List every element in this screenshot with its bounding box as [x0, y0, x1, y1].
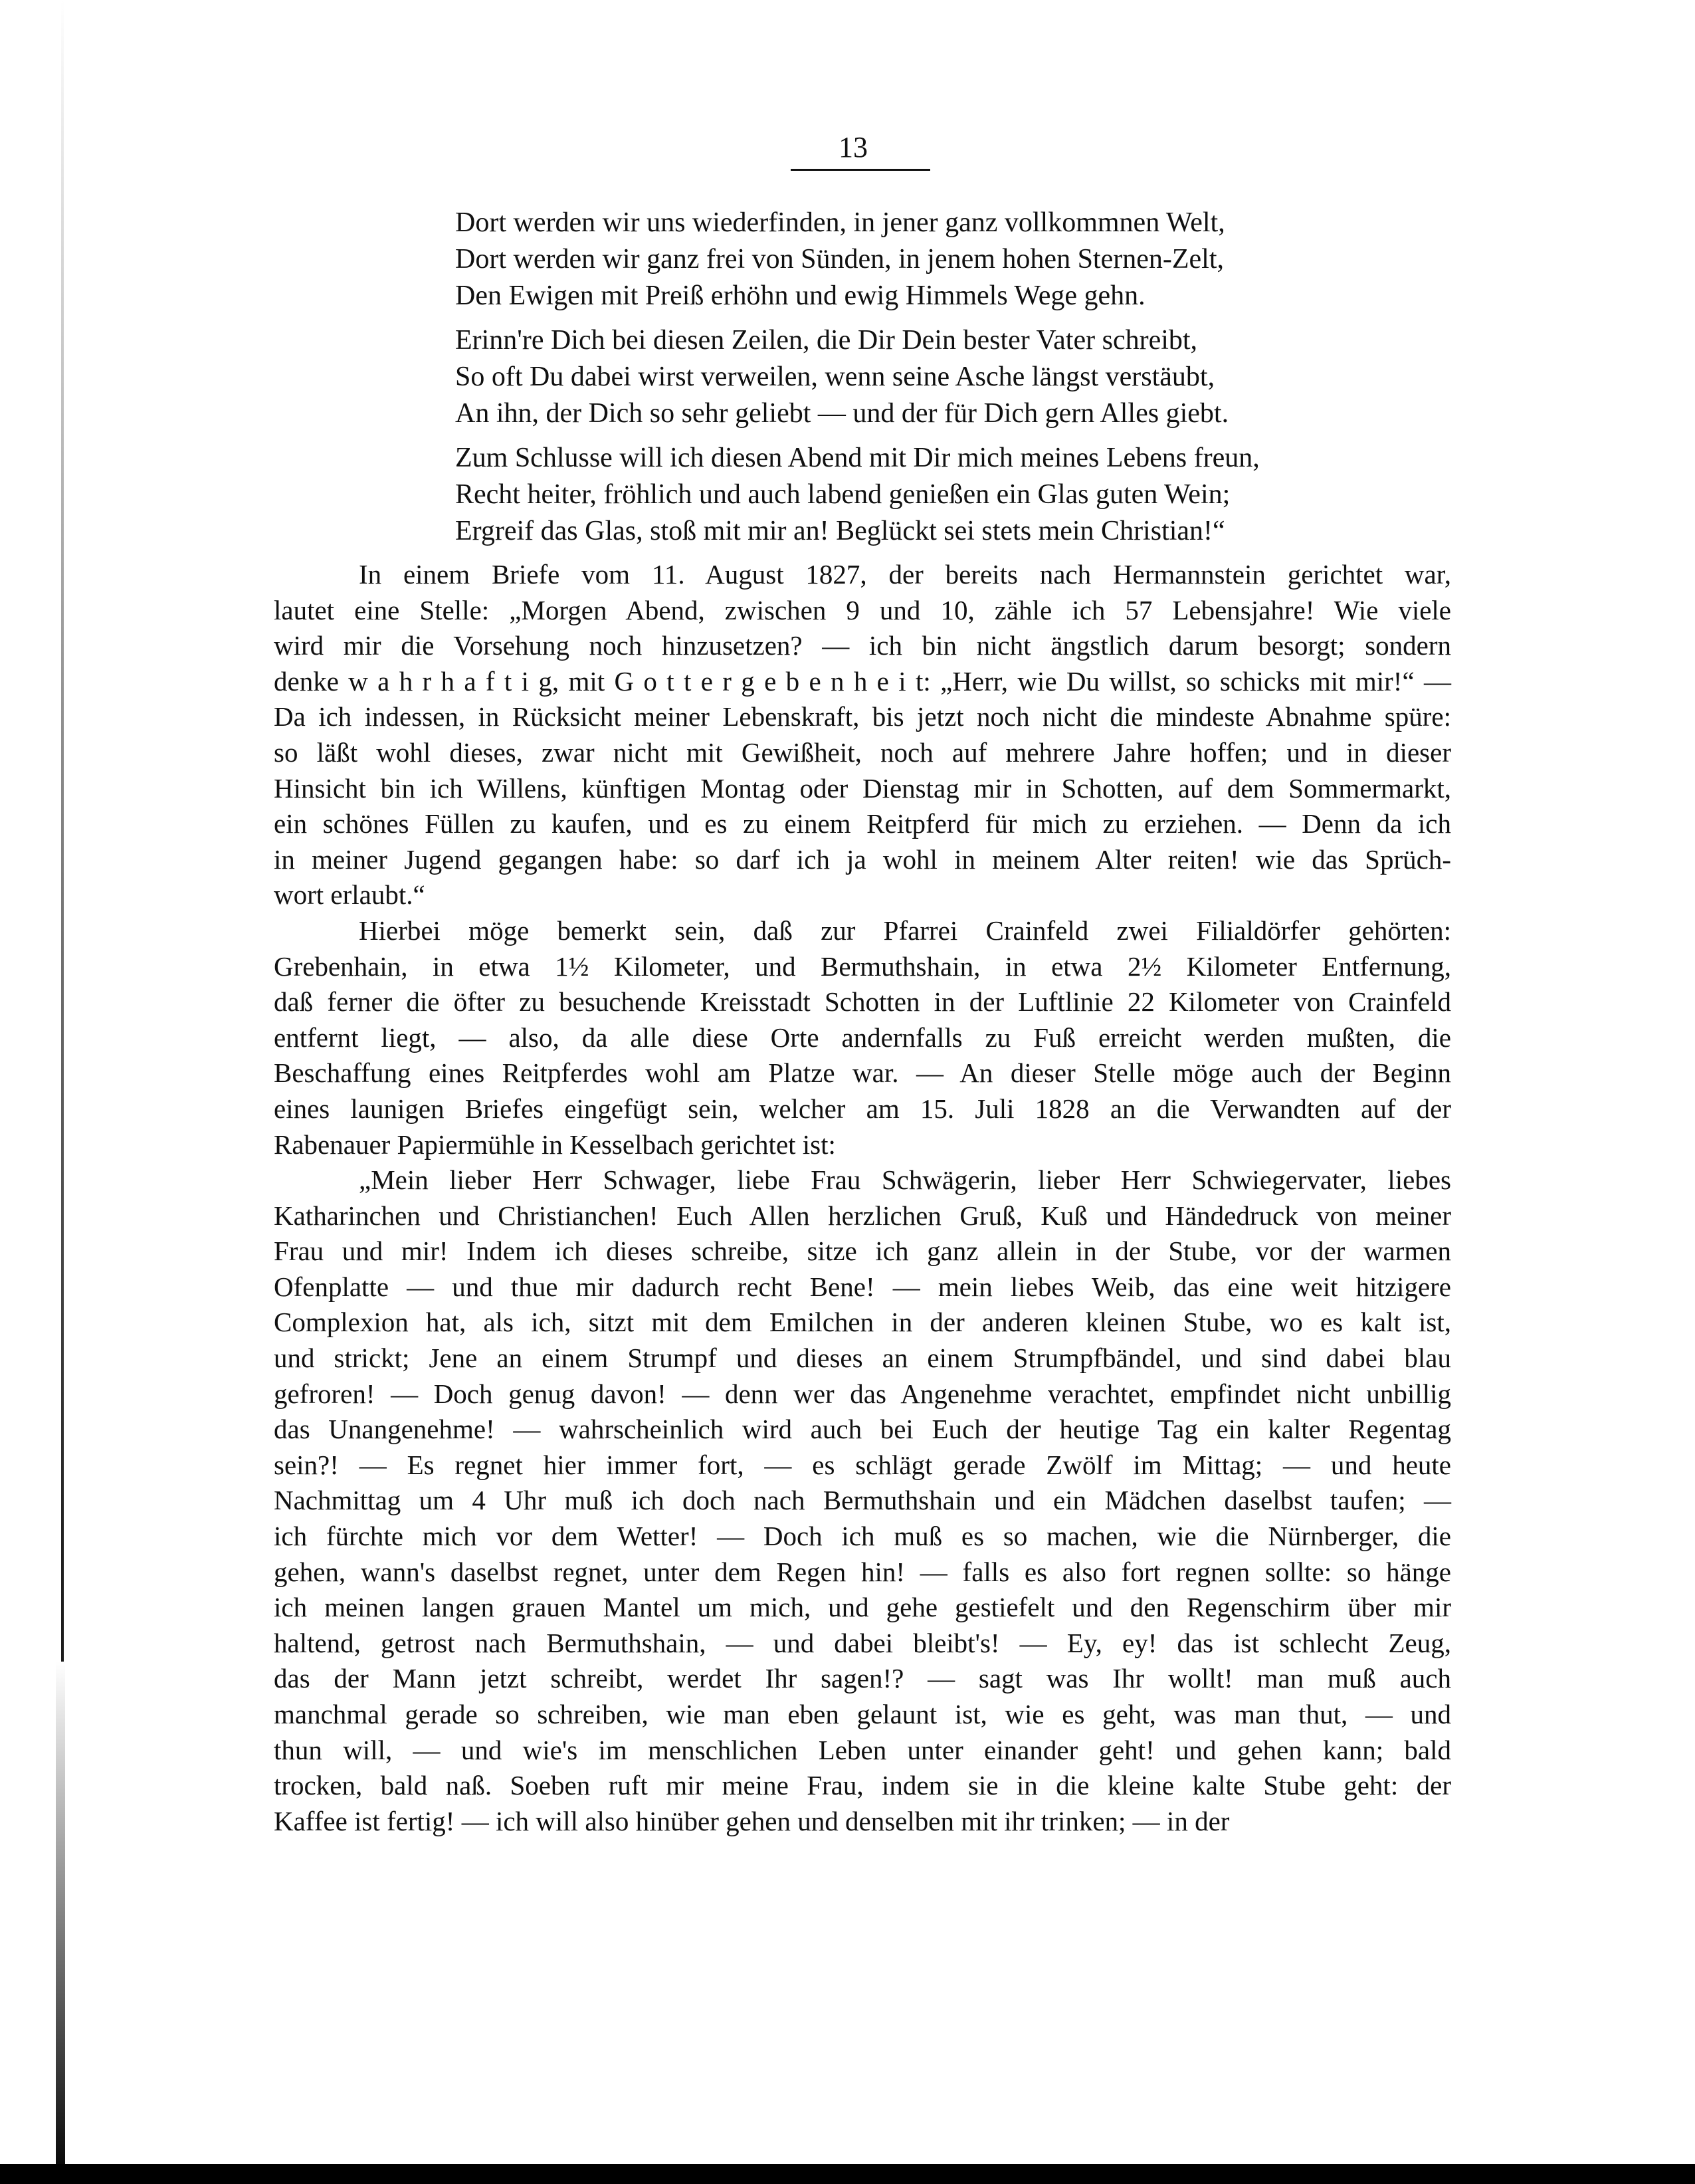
header-rule: [791, 169, 930, 171]
text-line: das Unangenehme! — wahrscheinlich wird auch bei Euch der heutige Tag ein kalter Regentag: [274, 1414, 1451, 1445]
text-line: wird mir die Vorsehung noch hinzusetzen? — ich bin nicht ängstlich darum besorgt; sondern: [274, 630, 1451, 661]
poem-line: So oft Du dabei wirst verweilen, wenn seine Asche längst verstäubt,: [455, 362, 1215, 392]
page-number: 13: [839, 131, 868, 164]
text-line: Ofenplatte — und thue mir dadurch recht Bene! — mein liebes Weib, das eine weit hitzigere: [274, 1271, 1451, 1302]
poem-line: Den Ewigen mit Preiß erhöhn und ewig Himmels Wege gehn.: [455, 280, 1146, 311]
text-line: in meiner Jugend gegangen habe: so darf ich ja wohl in meinem Alter reiten! wie das Sprüch-: [274, 843, 1451, 875]
text-line: lautet eine Stelle: „Morgen Abend, zwischen 9 und 10, zähle ich 57 Lebensjahre! Wie viele: [274, 594, 1451, 625]
text-line: trocken, bald naß. Soeben ruft mir meine Frau, indem sie in die kleine kalte Stube geht: der: [274, 1770, 1451, 1801]
text-line: „Mein lieber Herr Schwager, liebe Frau Schwägerin, lieber Herr Schwiegervater, liebes: [359, 1164, 1451, 1196]
text-line: Complexion hat, als ich, sitzt mit dem Emilchen in der anderen kleinen Stube, wo es kalt ist,: [274, 1307, 1451, 1338]
scan-bottom-edge: [0, 2164, 1695, 2184]
text-line: Frau und mir! Indem ich dieses schreibe, sitze ich ganz allein in der Stube, vor der warmen: [274, 1236, 1451, 1267]
text-line: daß ferner die öfter zu besuchende Kreisstadt Schotten in der Luftlinie 22 Kilometer von Crainfeld: [274, 986, 1451, 1018]
text-line: so läßt wohl dieses, zwar nicht mit Gewißheit, noch auf mehrere Jahre hoffen; und in dieser: [274, 736, 1451, 768]
text-line: Hierbei möge bemerkt sein, daß zur Pfarrei Crainfeld zwei Filialdörfer gehörten:: [359, 915, 1451, 946]
text-line: In einem Briefe vom 11. August 1827, der bereits nach Hermannstein gerichtet war,: [359, 559, 1451, 590]
poem-line: Zum Schlusse will ich diesen Abend mit Dir mich meines Lebens freun,: [455, 443, 1260, 473]
paragraph: [274, 557, 1451, 913]
text-line: manchmal gerade so schreiben, wie man eben gelaunt ist, wie es geht, was man thut, — und: [274, 1699, 1451, 1729]
prose-body: [274, 557, 1451, 1839]
text-line: Beschaffung eines Reitpferdes wohl am Platze war. — An dieser Stelle möge auch der Beginn: [274, 1057, 1451, 1089]
text-line: Hinsicht bin ich Willens, künftigen Montag oder Dienstag mir in Schotten, auf dem Sommermarkt,: [274, 772, 1451, 804]
text-line: Da ich indessen, in Rücksicht meiner Lebenskraft, bis jetzt noch nicht die mindeste Abnahme spüre:: [274, 701, 1451, 732]
paragraph: [274, 1162, 1451, 1839]
poem: [455, 205, 1385, 558]
scan-edge-shadow-bottom: [56, 1662, 65, 2184]
poem-line: Recht heiter, fröhlich und auch labend genießen ein Glas guten Wein;: [455, 479, 1231, 510]
text-line: ich meinen langen grauen Mantel um mich, und gehe gestiefelt und den Regenschirm über mir: [274, 1592, 1451, 1623]
text-line: thun will, — und wie's im menschlichen Leben unter einander geht! und gehen kann; bald: [274, 1734, 1451, 1765]
poem-line: An ihn, der Dich so sehr geliebt — und der für Dich gern Alles giebt.: [455, 398, 1229, 429]
poem-stanza: [455, 440, 1385, 550]
text-line: entfernt liegt, — also, da alle diese Orte andernfalls zu Fuß erreicht werden mußten, die: [274, 1022, 1451, 1053]
text-line: wort erlaubt.“: [274, 879, 425, 911]
text-line: sein?! — Es regnet hier immer fort, — es schlägt gerade Zwölf im Mittag; — und heute: [274, 1449, 1451, 1480]
text-line: eines launigen Briefes eingefügt sein, welcher am 15. Juli 1828 an die Verwandten auf der: [274, 1093, 1451, 1124]
poem-line: Erinn're Dich bei diesen Zeilen, die Dir Dein bester Vater schreibt,: [455, 325, 1198, 356]
poem-stanza: [455, 205, 1385, 314]
text-line: haltend, getrost nach Bermuthshain, — und dabei bleibt's! — Ey, ey! das ist schlecht Zeug,: [274, 1627, 1451, 1658]
text-line: Katharinchen und Christianchen! Euch Allen herzlichen Gruß, Kuß und Händedruck von meiner: [274, 1200, 1451, 1231]
text-line: gefroren! — Doch genug davon! — denn wer das Angenehme verachtet, empfindet nicht unbillig: [274, 1378, 1451, 1409]
text-line: Kaffee ist fertig! — ich will also hinüber gehen und denselben mit ihr trinken; — in der: [274, 1805, 1230, 1836]
text-line: ich fürchte mich vor dem Wetter! — Doch ich muß es so machen, wie die Nürnberger, die: [274, 1521, 1451, 1552]
text-line: Nachmittag um 4 Uhr muß ich doch nach Bermuthshain und ein Mädchen daselbst taufen; —: [274, 1485, 1451, 1516]
poem-line: Dort werden wir uns wiederfinden, in jener ganz vollkommnen Welt,: [455, 207, 1225, 238]
text-line: Rabenauer Papiermühle in Kesselbach gerichtet ist:: [274, 1129, 836, 1160]
poem-line: Ergreif das Glas, stoß mit mir an! Beglückt sei stets mein Christian!“: [455, 516, 1225, 546]
text-line: gehen, wann's daselbst regnet, unter dem Regen hin! — falls es also fort regnen sollte: so hänge: [274, 1556, 1451, 1587]
poem-stanza: [455, 322, 1385, 432]
poem-line: Dort werden wir ganz frei von Sünden, in jenem hohen Sternen-Zelt,: [455, 244, 1224, 274]
text-line: denke w a h r h a f t i g, mit G o t t e r g e b e n h e i t: „Herr, wie Du willst, so schicks mit mir!“ —: [274, 665, 1451, 697]
text-line: das der Mann jetzt schreibt, werdet Ihr sagen!? — sagt was Ihr wollt! man muß auch: [274, 1663, 1451, 1694]
text-line: Grebenhain, in etwa 1½ Kilometer, und Bermuthshain, in etwa 2½ Kilometer Entfernung,: [274, 950, 1451, 982]
paragraph: [274, 913, 1451, 1162]
text-line: ein schönes Füllen zu kaufen, und es zu einem Reitpferd für mich zu erziehen. — Denn da ich: [274, 808, 1451, 839]
text-line: und strickt; Jene an einem Strumpf und dieses an einem Strumpfbändel, und sind dabei blau: [274, 1343, 1451, 1374]
